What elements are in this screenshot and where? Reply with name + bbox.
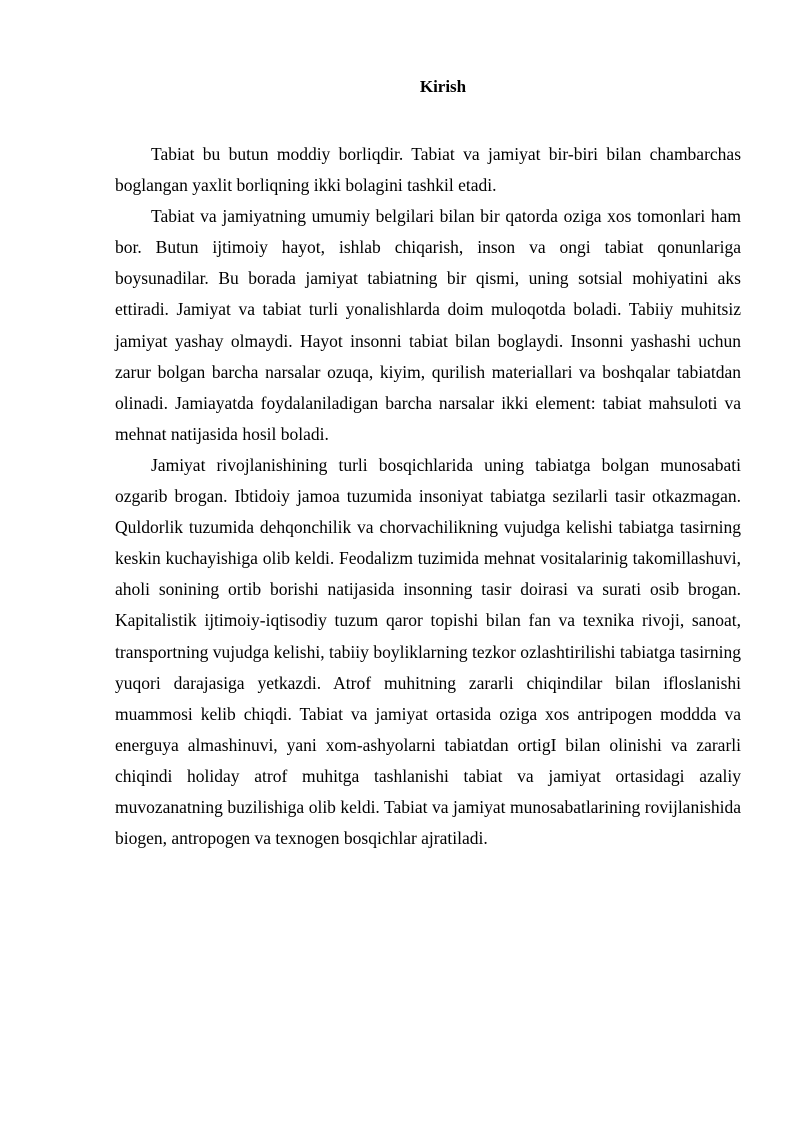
- document-body: [115, 139, 741, 854]
- paragraph-3: Jamiyat rivojlanishining turli bosqichlarida uning tabiatga bolgan munosabati ozgarib brogan. Ibtidoiy jamoa tuzumida insoniyat tabiatga sezilarli tasir otkazmagan. Quldorlik tuzumida dehqonchilik va chorvachilikning vujudga kelishi tabiatga tasirning keskin kuchayishiga olib keldi. Feodalizm tuzimida mehnat vositalarinig takomillashuvi, aholi sonining ortib borishi natijasida insonning tasir doirasi va surati osib brogan. Kapitalistik ijtimoiy-iqtisodiy tuzum qaror topishi bilan fan va texnika rivoji, sanoat, transportning vujudga kelishi, tabiiy boyliklarning tezkor ozlashtirilishi tabiatga tasirning yuqori darajasiga yetkazdi. Atrof muhitning zararli chiqindilar bilan ifloslanishi muammosi kelib chiqdi. Tabiat va jamiyat ortasida oziga xos antripogen moddda va energuya almashinuvi, yani xom-ashyolarni tabiatdan ortigI bilan olinishi va zararli chiqindi holiday atrof muhitga tashlanishi tabiat va jamiyat ortasidagi azaliy muvozanatning buzilishiga olib keldi. Tabiat va jamiyat munosabatlarining rovijlanishida biogen, antropogen va texnogen bosqichlar ajratiladi.: [115, 454, 741, 849]
- page-title: Kirish: [419, 77, 467, 96]
- paragraph-2: Tabiat va jamiyatning umumiy belgilari bilan bir qatorda oziga xos tomonlari ham bor. Butun ijtimoiy hayot, ishlab chiqarish, inson va ongi tabiat qonunlariga boysunadilar. Bu borada jamiyat tabiatning bir qismi, uning sotsial mohiyatini aks ettiradi. Jamiyat va tabiat turli yonalishlarda doim muloqotda boladi. Tabiiy muhitsiz jamiyat yashay olmaydi. Hayot insonni tabiat bilan boglaydi. Insonni yashashi uchun zarur bolgan barcha narsalar ozuqa, kiyim, qurilish materiallari va boshqalar tabiatdan olinadi. Jamiayatda foydalaniladigan barcha narsalar ikki element: tabiat mahsuloti va mehnat natijasida hosil boladi.: [115, 206, 741, 444]
- paragraph-1: Tabiat bu butun moddiy borliqdir. Tabiat va jamiyat bir-biri bilan chambarchas boglangan yaxlit borliqning ikki bolagini tashkil etadi.: [115, 144, 741, 196]
